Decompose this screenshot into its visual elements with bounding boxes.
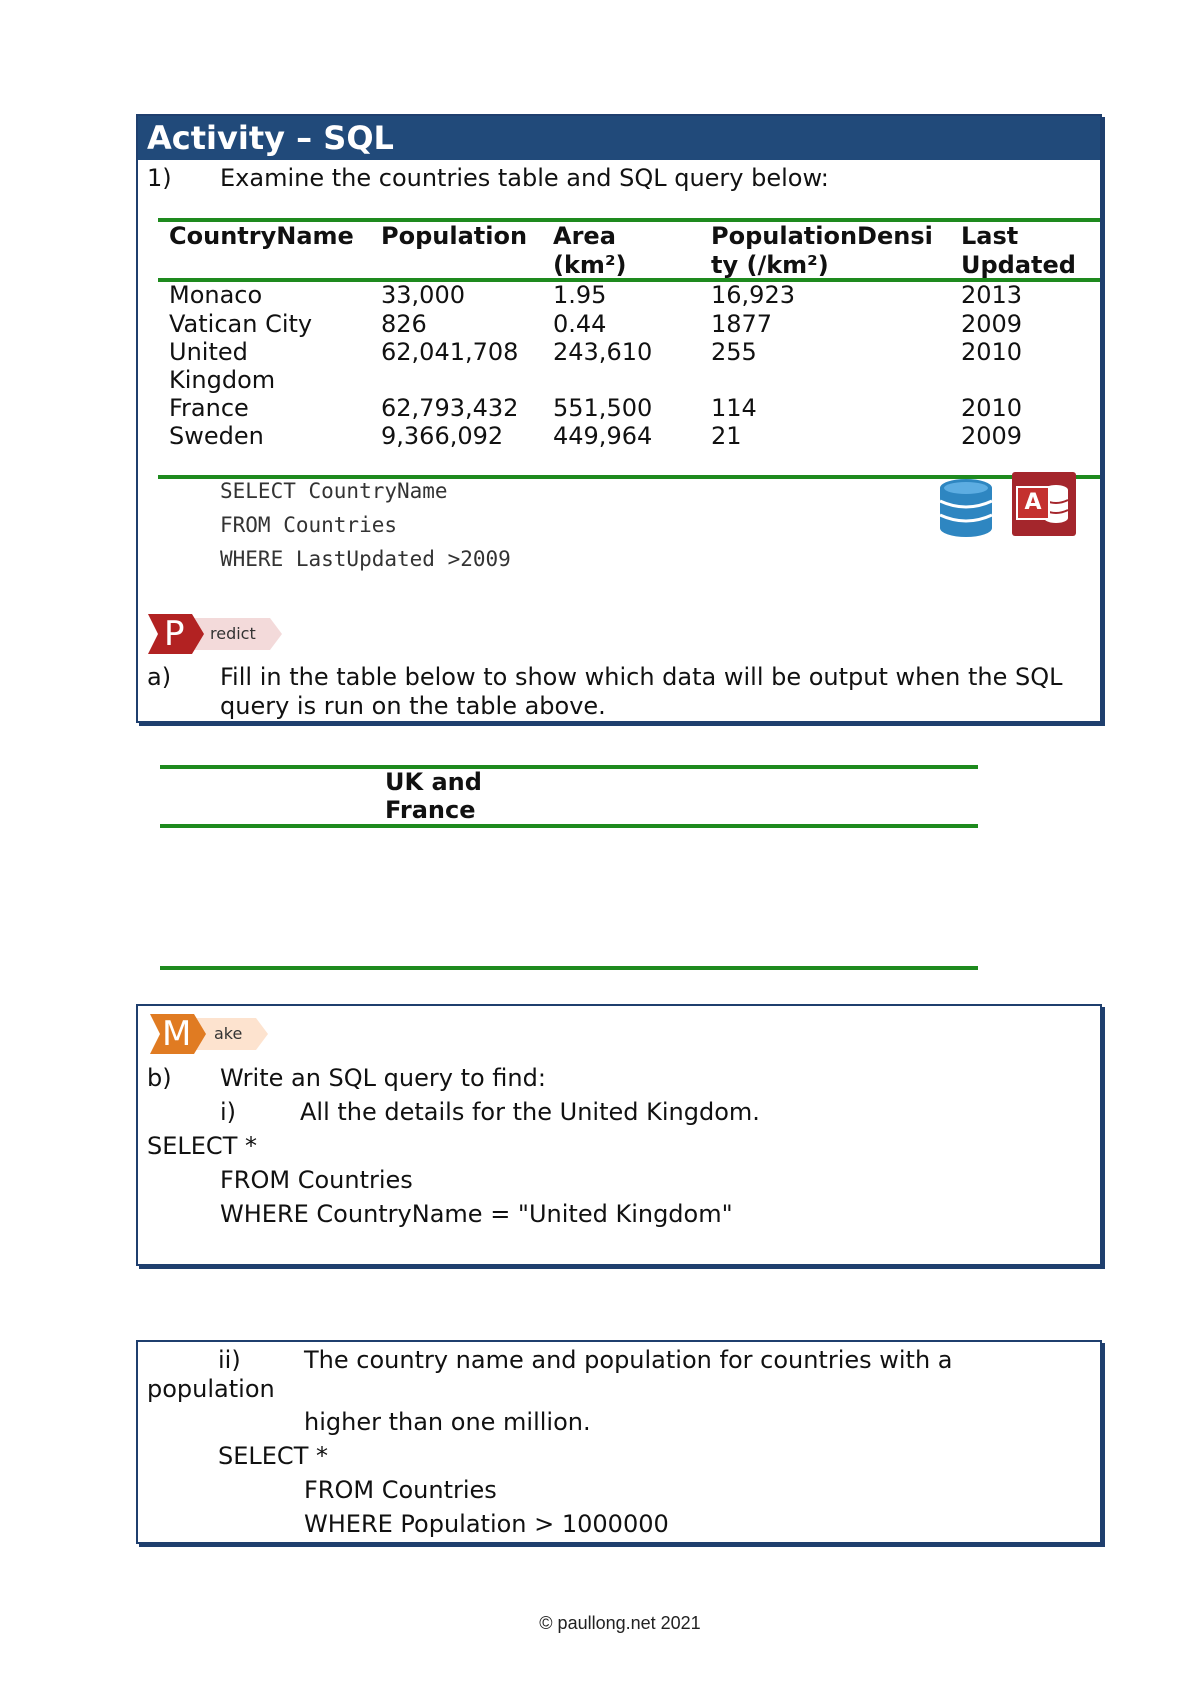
access-icon [1012, 472, 1076, 536]
header-density: PopulationDensi ty (/km²) [711, 222, 933, 279]
sql-query [220, 474, 511, 576]
answer-line: FROM Countries [220, 1166, 413, 1194]
header-last-updated: Last Updated [961, 222, 1076, 279]
access-letter: A [1016, 486, 1050, 520]
header-population: Population [381, 222, 528, 250]
answer-table-bottom-rule [160, 966, 978, 970]
table-header-rule [158, 278, 1100, 282]
qa-label: a) [147, 663, 172, 691]
activity-box: Activity – SQL 1) Examine the countries table and SQL query below: CountryName Population Area (km²) PopulationDensi ty (/km²) Last Updated Monaco 33,000 1.95 16,923 2013 Vatican City 826 0.44 1877 2009 United Kingdom 62,041,708 243,610 255 2010 France 62,793,432 551,500 114 2010 Sweden 9,366,092 449,964 21 2009 SELECT CountryName FROM Countries WHERE LastUpdated >2009 A P redict a) Fill in the table below to show which data will be output when the SQL query is run on the table above. [136, 114, 1102, 723]
answer-line: SELECT * [218, 1442, 328, 1470]
make-badge [150, 1012, 270, 1056]
q1-number: 1) [147, 164, 172, 192]
sql-line: WHERE LastUpdated >2009 [220, 547, 511, 571]
database-icon [938, 478, 994, 538]
sql-line: FROM Countries [220, 513, 398, 537]
qa-text-line2: query is run on the table above. [220, 692, 606, 720]
q1-text: Examine the countries table and SQL query below: [220, 164, 829, 192]
qbi-text: All the details for the United Kingdom. [300, 1098, 760, 1126]
make-letter: M [162, 1014, 192, 1054]
header-countryname: CountryName [169, 222, 354, 250]
predict-text: redict [210, 624, 256, 643]
answer-line: SELECT * [147, 1132, 257, 1160]
make-box [136, 1004, 1102, 1266]
qii-label: ii) [218, 1346, 241, 1374]
qii-text-line2: population [147, 1375, 275, 1403]
answer-line: FROM Countries [304, 1476, 497, 1504]
qii-text-line1: The country name and population for countries with a [304, 1346, 953, 1374]
qbi-label: i) [220, 1098, 237, 1126]
answer-line: WHERE Population > 1000000 [304, 1510, 669, 1538]
header-area: Area (km²) [553, 222, 627, 279]
qb-label: b) [147, 1064, 172, 1092]
qb-text: Write an SQL query to find: [220, 1064, 546, 1092]
answer-line: WHERE CountryName = "United Kingdom" [220, 1200, 733, 1228]
make-text: ake [214, 1024, 243, 1043]
predict-letter: P [164, 614, 185, 654]
sql-line: SELECT CountryName [220, 479, 448, 503]
activity-title: Activity – SQL [138, 116, 1100, 160]
predict-badge [148, 612, 284, 656]
copyright-footer: © paullong.net 2021 [539, 1613, 701, 1633]
qii-text-line3: higher than one million. [304, 1408, 591, 1436]
part-ii-box [136, 1340, 1102, 1544]
qa-text-line1: Fill in the table below to show which data will be output when the SQL [220, 663, 1063, 691]
answer-cell: UK and France [385, 768, 482, 824]
answer-table-top-rule [160, 765, 978, 769]
answer-table-header-rule [160, 824, 978, 828]
